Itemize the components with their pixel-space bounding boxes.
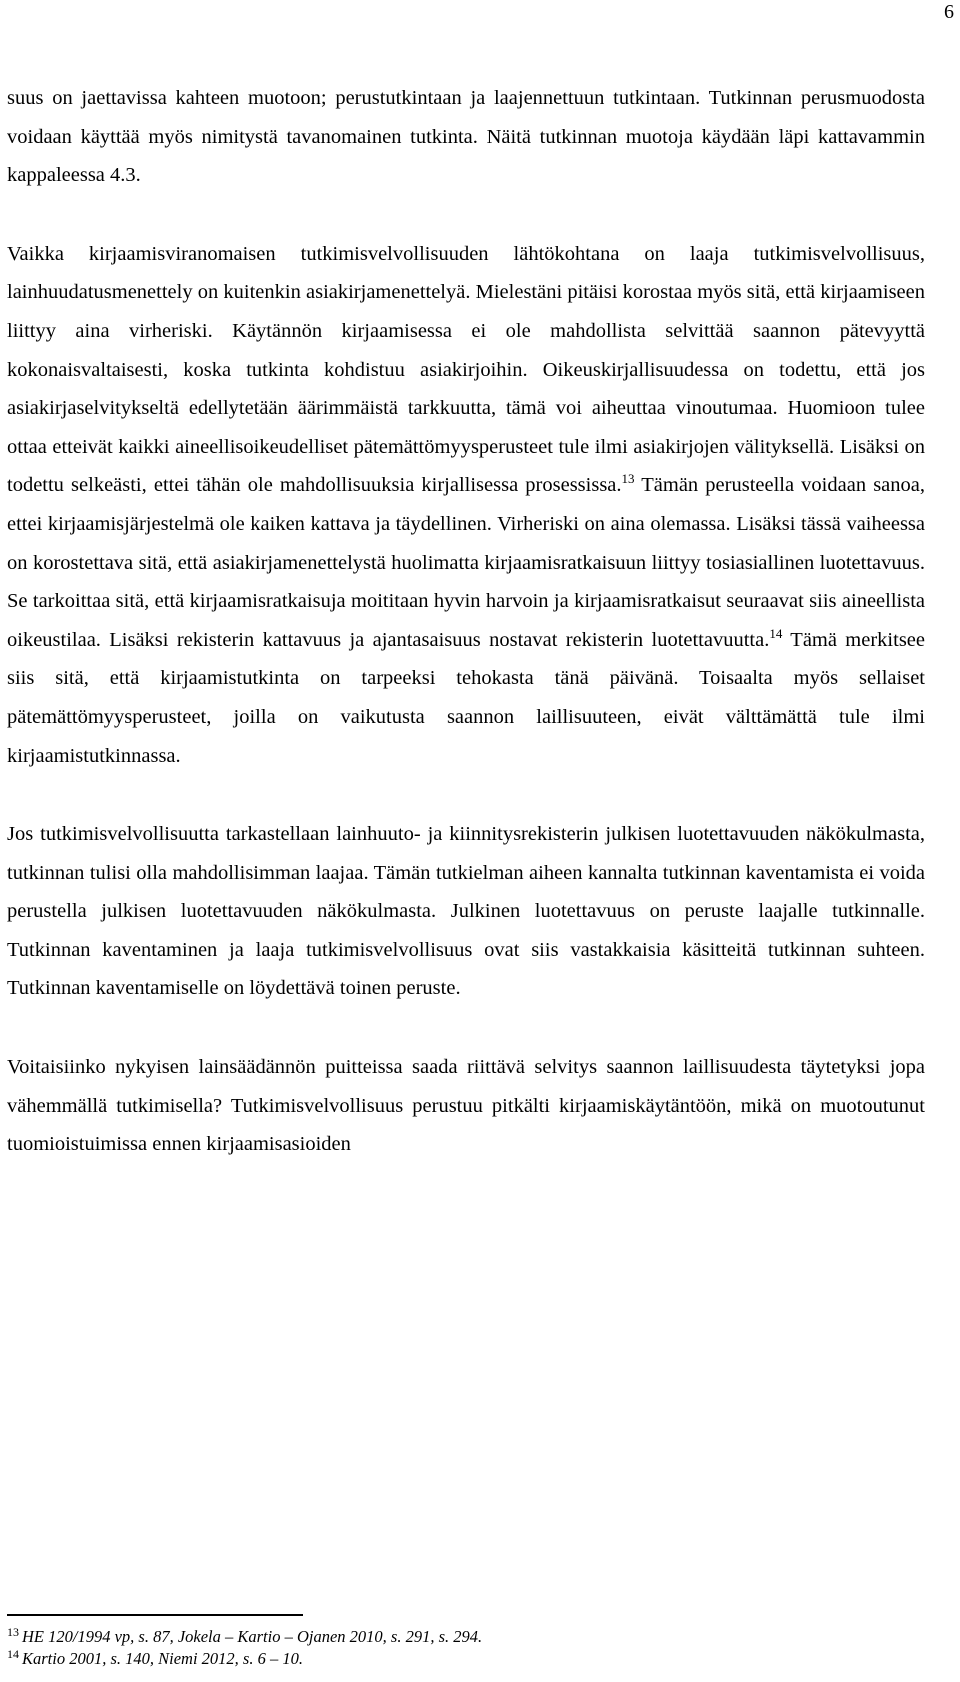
paragraph xyxy=(7,235,925,775)
footnotes xyxy=(7,1626,482,1670)
page-number: 6 xyxy=(944,1,954,23)
footnote xyxy=(7,1626,482,1648)
body-text xyxy=(7,79,925,1202)
footnote-ref: 13 xyxy=(621,471,635,487)
paragraph-text: Tämä merkitsee siis sitä, että kirjaamistutkinta on tarpeeksi tehokasta tänä päivänä. Toisaalta myös sellaiset pätemättömyysperusteet, joilla on vaikutusta saannon laillisuuteen, eivät välttämättä tule ilmi kirjaamistutkinnassa. xyxy=(7,628,925,767)
paragraph xyxy=(7,1048,925,1164)
footnote-separator xyxy=(7,1614,303,1616)
footnote-text: HE 120/1994 vp, s. 87, Jokela – Kartio – Ojanen 2010, s. 291, s. 294. xyxy=(22,1627,483,1646)
footnote-text: Kartio 2001, s. 140, Niemi 2012, s. 6 – 10. xyxy=(22,1649,303,1668)
footnote-ref: 14 xyxy=(769,625,783,641)
footnote-number: 13 xyxy=(7,1625,19,1639)
footnote xyxy=(7,1648,482,1670)
footnote-number: 14 xyxy=(7,1647,19,1661)
paragraph xyxy=(7,815,925,1008)
paragraph-text: Tämän perusteella voidaan sanoa, ettei kirjaamisjärjestelmä ole kaiken kattava ja täydellinen. Virheriski on aina olemassa. Lisäksi tässä vaiheessa on korostettava sitä, että asiakirjamenettelystä huolimatta kirjaamisratkaisuun liittyy tosiasiallinen luotettavuus. Se tarkoittaa sitä, että kirjaamisratkaisuja moititaan hyvin harvoin ja kirjaamisratkaisut seuraavat siis aineellista oikeustilaa. Lisäksi rekisterin kattavuus ja ajantasaisuus nostavat rekisterin luotettavuutta. xyxy=(7,474,925,651)
paragraph-text: Voitaisiinko nykyisen lainsäädännön puitteissa saada riittävä selvitys saannon laillisuudesta täytetyksi jopa vähemmällä tutkimisella? Tutkimisvelvollisuus perustuu pitkälti kirjaamiskäytäntöön, mikä on muotoutunut tuomioistuimissa ennen kirjaamisasioiden xyxy=(7,1056,925,1156)
paragraph xyxy=(7,79,925,195)
paragraph-text: Vaikka kirjaamisviranomaisen tutkimisvelvollisuuden lähtökohtana on laaja tutkimisvelvollisuus, lainhuudatusmenettely on kuitenkin asiakirjamenettelyä. Mielestäni pitäisi korostaa myös sitä, että kirjaamiseen liittyy aina virheriski. Käytännön kirjaamisessa ei ole mahdollista selvittää saannon pätevyyttä kokonaisvaltaisesti, koska tutkinta kohdistuu asiakirjoihin. Oikeuskirjallisuudessa on todettu, että jos asiakirjaselvitykseltä edellytetään äärimmäistä tarkkuutta, tämä voi aiheuttaa vinoutumaa. Huomioon tulee ottaa etteivät kaikki aineellisoikeudelliset pätemättömyysperusteet tule ilmi asiakirjojen välityksellä. Lisäksi on todettu selkeästi, ettei tähän ole mahdollisuuksia kirjallisessa prosessissa. xyxy=(7,242,925,497)
paragraph-text: suus on jaettavissa kahteen muotoon; perustutkintaan ja laajennettuun tutkintaan. Tutkinnan perusmuodosta voidaan käyttää myös nimitystä tavanomainen tutkinta. Näitä tutkinnan muotoja käydään läpi kattavammin kappaleessa 4.3. xyxy=(7,87,925,187)
paragraph-text: Jos tutkimisvelvollisuutta tarkastellaan lainhuuto- ja kiinnitysrekisterin julkisen luotettavuuden näkökulmasta, tutkinnan tulisi olla mahdollisimman laajaa. Tämän tutkielman aiheen kannalta tutkinnan kaventamista ei voida perustella julkisen luotettavuuden näkökulmasta. Julkinen luotettavuus on peruste laajalle tutkinnalle. Tutkinnan kaventaminen ja laaja tutkimisvelvollisuus ovat siis vastakkaisia käsitteitä tutkinnan suhteen. Tutkinnan kaventamiselle on löydettävä toinen peruste. xyxy=(7,823,925,1000)
